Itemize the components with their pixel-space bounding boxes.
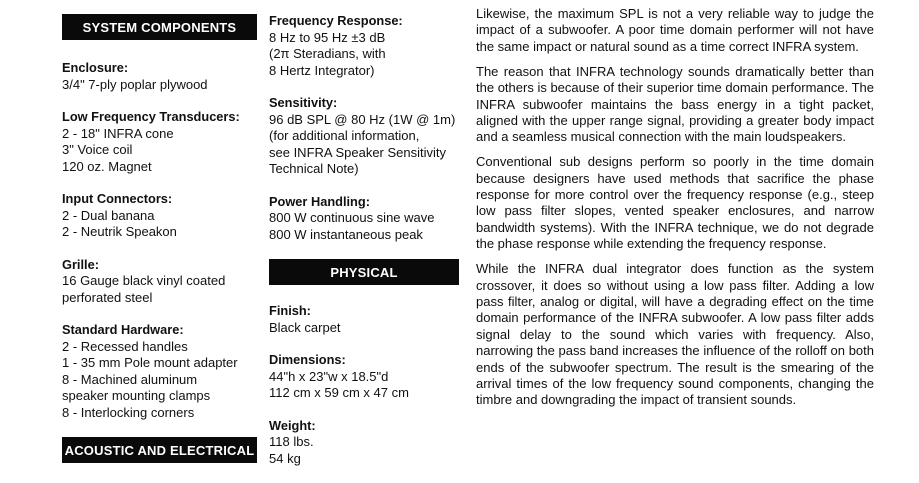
spec-value: 96 dB SPL @ 80 Hz (1W @ 1m) — [269, 111, 456, 127]
spec-group — [269, 194, 459, 244]
system-components-column — [62, 14, 257, 463]
spec-value: 112 cm x 59 cm x 47 cm — [269, 385, 409, 400]
spec-group — [62, 322, 257, 421]
spec-value: 8 - Interlocking corners — [62, 404, 195, 420]
spec-title: Grille: — [62, 256, 99, 272]
spec-group — [62, 191, 257, 241]
spec-group — [269, 95, 459, 178]
spec-group — [62, 60, 257, 93]
spec-title: Enclosure: — [62, 60, 129, 75]
spec-group — [269, 352, 459, 402]
body-paragraph: Conventional sub designs perform so poorly in the time domain because designers have used methods that sacrifice the phase response for more control over the frequency response (e.g., steep low pass filter slopes, vented speaker enclosures, and narrow bandwidth systems). With the INFRA technique, we do not degrade the phase response while extending the frequency response. — [476, 154, 874, 252]
system-components-list — [62, 60, 257, 421]
spec-value: 3" Voice coil — [62, 142, 133, 157]
spec-value: 2 - 18" INFRA cone — [62, 125, 174, 141]
spec-value: 3/4" 7-ply poplar plywood — [62, 76, 208, 92]
physical-heading: PHYSICAL — [269, 259, 459, 285]
acoustic-physical-column — [269, 13, 459, 483]
spec-title: Finish: — [269, 303, 311, 318]
body-paragraph: The reason that INFRA technology sounds dramatically better than the others is because of their superior time domain performance. The INFRA subwoofer maintains the bass energy in a tight packet, aligned with the upper range signal, providing a greater body impact and a seamless musical connection with the main loudspeakers. — [476, 63, 874, 145]
spec-value: 8 Hz to 95 Hz ±3 dB — [269, 29, 386, 45]
spec-value: 2 - Neutrik Speakon — [62, 224, 177, 239]
spec-value: 800 W continuous sine wave — [269, 210, 435, 225]
spec-group — [269, 13, 459, 79]
spec-value: Technical Note) — [269, 161, 359, 176]
spec-value: 120 oz. Magnet — [62, 158, 152, 174]
physical-specs-list — [269, 303, 459, 467]
spec-group — [269, 303, 459, 336]
spec-title: Dimensions: — [269, 352, 346, 367]
acoustic-electrical-heading: ACOUSTIC AND ELECTRICAL — [62, 437, 257, 463]
spec-value: 44"h x 23"w x 18.5"d — [269, 368, 389, 384]
spec-group — [62, 257, 257, 307]
spec-value: 2 - Recessed handles — [62, 338, 188, 354]
acoustic-specs-list — [269, 13, 459, 243]
spec-value: speaker mounting clamps — [62, 388, 211, 403]
spec-group — [62, 109, 257, 175]
spec-title: Power Handling: — [269, 193, 370, 209]
spec-value: Black carpet — [269, 319, 341, 335]
spec-title: Standard Hardware: — [62, 322, 184, 337]
spec-value: 800 W instantaneous peak — [269, 226, 423, 242]
spec-value: perforated steel — [62, 289, 153, 305]
spec-title: Input Connectors: — [62, 191, 173, 206]
spec-value: 118 lbs. — [269, 434, 314, 449]
body-text-column — [476, 6, 874, 417]
spec-value: (for additional information, — [269, 128, 420, 143]
spec-value: 2 - Dual banana — [62, 207, 155, 223]
spec-value: (2π Steradians, with — [269, 46, 386, 61]
body-paragraph: While the INFRA dual integrator does function as the system crossover, it does so without using a low pass filter. Adding a low pass filter, analog or digital, will have a degrading effect on the time domain performance of the INFRA subwoofer. A low pass filter adds signal delay to the sound which varies with frequency. Also, narrowing the pass band increases the influence of the rolloff on both ends of the subwoofer spectrum. The result is the smearing of the arrival times of the low frequency sound components, changing the timbre and downgrading the impact of transient sounds. — [476, 261, 874, 408]
spec-title: Low Frequency Transducers: — [62, 109, 240, 124]
body-paragraph: Likewise, the maximum SPL is not a very reliable way to judge the impact of a subwoofer. A poor time domain performer will not have the same impact or natural sound as a time correct INFRA system. — [476, 6, 874, 54]
spec-title: Frequency Response: — [269, 13, 403, 28]
spec-group — [269, 418, 459, 468]
spec-value: 1 - 35 mm Pole mount adapter — [62, 355, 238, 370]
spec-value: 54 kg — [269, 450, 301, 466]
spec-value: 8 - Machined aluminum — [62, 371, 198, 387]
spec-title: Weight: — [269, 417, 316, 433]
spec-title: Sensitivity: — [269, 95, 338, 110]
spec-value: 8 Hertz Integrator) — [269, 62, 375, 78]
spec-value: see INFRA Speaker Sensitivity — [269, 144, 447, 160]
system-components-heading: SYSTEM COMPONENTS — [62, 14, 257, 40]
spec-value: 16 Gauge black vinyl coated — [62, 273, 226, 288]
